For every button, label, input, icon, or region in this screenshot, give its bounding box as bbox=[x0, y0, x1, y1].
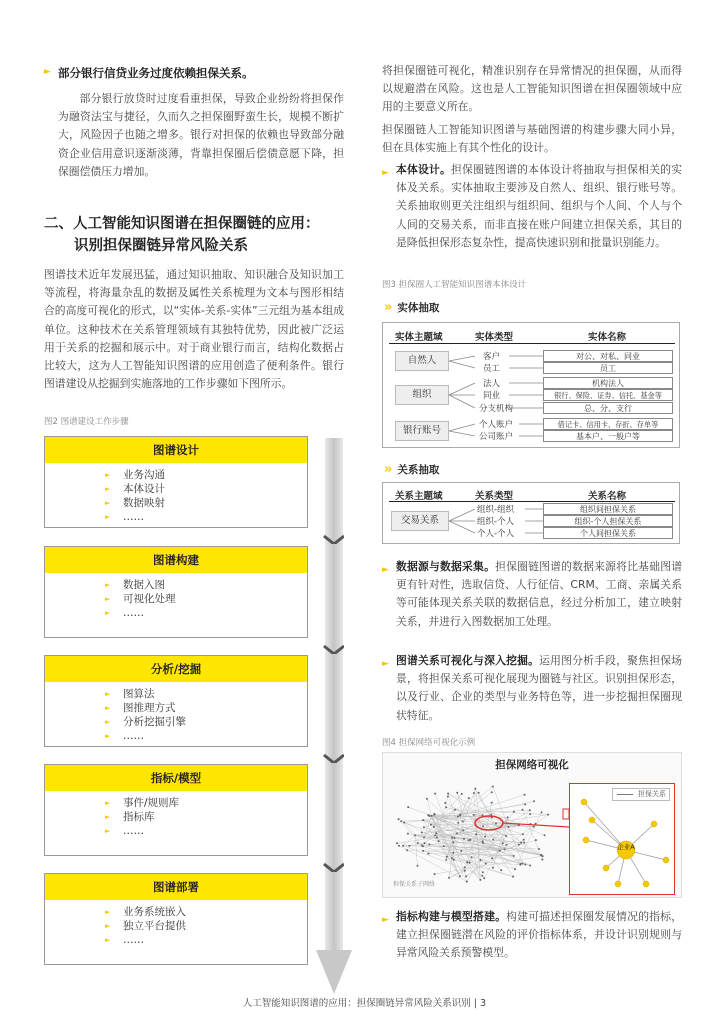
relation-header-name: 关系名称 bbox=[588, 491, 627, 502]
workflow-item-text: 本体设计 bbox=[123, 483, 165, 495]
bullet-lead: 图谱关系可视化与深入挖掘。 bbox=[396, 654, 540, 667]
triangle-bullet-icon: ► bbox=[105, 690, 111, 698]
workflow-step-title: 图谱部署 bbox=[45, 874, 307, 900]
workflow-step-title: 指标/模型 bbox=[45, 765, 307, 791]
entity-name: 总、分、支行 bbox=[543, 402, 673, 414]
workflow-step-item bbox=[105, 510, 307, 524]
chevron-down-icon bbox=[322, 753, 344, 763]
entity-domain-organization: 组织 bbox=[395, 385, 449, 405]
bullet-ontology-design bbox=[382, 161, 682, 252]
entity-type: 员工 bbox=[483, 364, 501, 374]
triangle-bullet-icon: ► bbox=[105, 732, 111, 740]
workflow-item-text: 指标库 bbox=[123, 811, 155, 823]
bullet-title: 部分银行信贷业务过度依赖担保关系。 bbox=[58, 66, 254, 80]
fig2-caption: 图2 图谱建设工作步骤 bbox=[44, 417, 129, 427]
workflow-step-title: 图谱设计 bbox=[45, 437, 307, 463]
entity-type: 法人 bbox=[483, 379, 501, 389]
relation-header-type: 关系类型 bbox=[475, 491, 514, 502]
triangle-bullet-icon: ► bbox=[105, 513, 111, 521]
bullet-text: 运用图分析手段，聚焦担保场景，将担保关系可视化展现为圈链与社区。识别担保形态，以及行业、企业的类型与业务特色等，进一步挖掘担保圈现状特征。 bbox=[396, 654, 683, 722]
bullet-indicator-model bbox=[382, 908, 682, 963]
network-visualization bbox=[382, 752, 682, 898]
workflow-step-item bbox=[105, 905, 307, 919]
workflow-step-item bbox=[105, 701, 307, 715]
workflow-item-text: 分析挖掘引擎 bbox=[123, 716, 186, 728]
entity-domain-bank-account: 银行账号 bbox=[395, 421, 449, 441]
workflow-step-items bbox=[45, 463, 307, 528]
entity-type: 分支机构 bbox=[479, 404, 514, 414]
bullet-visualization bbox=[382, 652, 682, 725]
workflow-step-item bbox=[105, 496, 307, 510]
triangle-bullet-icon: ► bbox=[105, 827, 111, 835]
network-center-label: 企业A bbox=[617, 843, 635, 851]
entity-extraction-diagram bbox=[382, 322, 680, 448]
workflow-item-text: 业务系统嵌入 bbox=[123, 906, 186, 918]
bullet-paragraph: 部分银行放贷时过度看重担保，导致企业纷纷将担保作为融资法宝与捷径，久而久之担保圈野蛮生长，规模不断扩大，风险因子也随之增多。银行对担保的依赖也导致部分融资企业信用意识逐渐淡薄，背靠担保圈后偿债意愿下降，担保圈偿债压力增加。 bbox=[58, 92, 344, 178]
section-heading-line1: 二、人工智能知识图谱在担保圈链的应用： bbox=[44, 216, 320, 232]
fig4-caption: 图4 担保网络可视化示例 bbox=[382, 738, 476, 748]
entity-name: 借记卡、信用卡、存折、存单等 bbox=[543, 418, 673, 430]
triangle-bullet-icon: ► bbox=[105, 799, 111, 807]
triangle-bullet-icon: ► bbox=[105, 908, 111, 916]
triangle-bullet-icon: ► bbox=[105, 595, 111, 603]
network-subgraph bbox=[570, 784, 676, 896]
entity-header-type: 实体类型 bbox=[475, 332, 514, 343]
workflow-step-title: 分析/挖掘 bbox=[45, 656, 307, 682]
workflow-step-item bbox=[105, 578, 307, 592]
workflow-item-text: 数据映射 bbox=[123, 497, 165, 509]
workflow-diagram bbox=[44, 436, 354, 996]
workflow-step-item bbox=[105, 729, 307, 743]
entity-extraction-heading bbox=[384, 296, 439, 315]
section-heading-line2: 识别担保圈链异常风险关系 bbox=[74, 238, 248, 254]
entity-name: 机构法人 bbox=[543, 377, 673, 389]
workflow-item-text: …… bbox=[123, 934, 144, 946]
entity-type: 同业 bbox=[483, 391, 501, 401]
bullet-data-source bbox=[382, 558, 682, 631]
triangle-bullet-icon: ► bbox=[105, 704, 111, 712]
workflow-item-text: …… bbox=[123, 607, 144, 619]
workflow-step-items bbox=[45, 573, 307, 624]
workflow-step bbox=[44, 873, 308, 965]
workflow-step bbox=[44, 436, 308, 528]
workflow-step-item bbox=[105, 796, 307, 810]
network-corner-note: 担保关系子网络 bbox=[393, 881, 436, 888]
triangle-bullet-icon: ► bbox=[105, 936, 111, 944]
entity-name: 银行、保险、证券、信托、基金等 bbox=[543, 389, 673, 401]
triangle-bullet-icon: ► bbox=[382, 659, 389, 669]
workflow-item-text: …… bbox=[123, 825, 144, 837]
workflow-step-item bbox=[105, 715, 307, 729]
workflow-item-text: …… bbox=[123, 730, 144, 742]
workflow-step-item bbox=[105, 687, 307, 701]
network-zoom-panel bbox=[569, 783, 675, 895]
workflow-step bbox=[44, 764, 308, 856]
relation-extraction-label: 关系抽取 bbox=[397, 464, 440, 476]
entity-name: 员工 bbox=[543, 362, 673, 374]
relation-type: 组织-个人 bbox=[477, 517, 515, 527]
workflow-step-item bbox=[105, 810, 307, 824]
workflow-item-text: 数据入图 bbox=[123, 579, 165, 591]
bullet-lead: 本体设计。 bbox=[396, 163, 452, 176]
triangle-bullet-icon: ► bbox=[105, 485, 111, 493]
workflow-item-text: 图推理方式 bbox=[123, 702, 176, 714]
intro-paragraph-2: 担保圈链人工智能知识图谱与基础图谱的构建步骤大同小异，但在具体实施上有其个性化的设计。 bbox=[382, 123, 682, 155]
triangle-bullet-icon: ► bbox=[105, 609, 111, 617]
workflow-step-item bbox=[105, 468, 307, 482]
chevron-down-icon bbox=[322, 862, 344, 872]
workflow-item-text: …… bbox=[123, 511, 144, 523]
chevron-down-icon bbox=[322, 534, 344, 544]
section-heading bbox=[44, 213, 344, 257]
workflow-item-text: 业务沟通 bbox=[123, 469, 165, 481]
page-footer: 人工智能知识图谱的应用：担保圈链异常风险关系识别 | 3 bbox=[242, 998, 486, 1009]
triangle-bullet-icon: ► bbox=[382, 565, 389, 575]
entity-name: 对公、对私、同业 bbox=[543, 350, 673, 362]
entity-type: 客户 bbox=[483, 352, 501, 362]
bullet-text: 担保圈链图谱的本体设计将抽取与担保相关的实体及关系。实体抽取主要涉及自然人、组织、银行账号等。关系抽取则更关注组织与组织间、组织与个人间、个人与个人间的交易关系，而非直接在账户间建立担保关系，其目的是降低担保形态复杂性，提高快速识别和批量识别能力。 bbox=[396, 163, 683, 249]
relation-extraction-diagram bbox=[382, 482, 680, 544]
workflow-item-text: 事件/规则库 bbox=[123, 797, 180, 809]
workflow-step-item bbox=[105, 933, 307, 947]
chevron-down-icon bbox=[322, 644, 344, 654]
entity-domain-person: 自然人 bbox=[395, 351, 449, 371]
relation-name: 组织间担保关系 bbox=[543, 503, 673, 515]
workflow-item-text: 图算法 bbox=[123, 688, 155, 700]
relation-domain-transaction: 交易关系 bbox=[391, 511, 449, 531]
triangle-bullet-icon: ► bbox=[105, 813, 111, 821]
triangle-bullet-icon: ► bbox=[44, 67, 51, 77]
triangle-bullet-icon: ► bbox=[382, 168, 389, 178]
double-chevron-icon: » bbox=[384, 300, 390, 315]
section-paragraph: 图谱技术近年发展迅猛，通过知识抽取、知识融合及知识加工等流程，将海量杂乱的数据及属性关系梳理为文本与图形相结合的高度可视化的形式，以“实体-关系-实体”三元组为基本组成单位。这种技术在关系管理领域有其独特优势，因此被广泛运用于关系的挖掘和展示中。对于商业银行而言，结构化数据占比较大，这为人工智能知识图谱的应用创造了便利条件。银行图谱建设从挖掘到实施落地的工作步骤如下图所示。 bbox=[44, 268, 344, 391]
workflow-step-item bbox=[105, 482, 307, 496]
bullet-lead: 指标构建与模型搭建。 bbox=[396, 910, 507, 923]
entity-type: 个人账户 bbox=[479, 420, 514, 430]
relation-extraction-heading bbox=[384, 458, 439, 477]
bullet-lead: 数据源与数据采集。 bbox=[396, 560, 496, 573]
triangle-bullet-icon: ► bbox=[105, 581, 111, 589]
workflow-step-title: 图谱构建 bbox=[45, 547, 307, 573]
network-title: 担保网络可视化 bbox=[495, 759, 569, 771]
workflow-long-arrow bbox=[316, 438, 352, 994]
entity-header-name: 实体名称 bbox=[588, 332, 627, 343]
workflow-item-text: 独立平台提供 bbox=[123, 920, 186, 932]
workflow-step-items bbox=[45, 682, 307, 747]
entity-extraction-label: 实体抽取 bbox=[397, 302, 440, 314]
relation-type: 个人-个人 bbox=[477, 529, 515, 539]
workflow-step bbox=[44, 546, 308, 638]
triangle-bullet-icon: ► bbox=[105, 922, 111, 930]
bullet-text: 担保圈链图谱的数据来源将比基础图谱更有针对性，选取信贷、人行征信、CRM、工商、亲属关系等可能体现关系关联的数据信息，经过分析加工，建立映射关系，并进行入图数据加工处理。 bbox=[396, 560, 683, 628]
double-chevron-icon: » bbox=[384, 462, 390, 477]
relation-header-domain: 关系主题域 bbox=[395, 491, 443, 502]
workflow-step-items bbox=[45, 791, 307, 842]
triangle-bullet-icon: ► bbox=[105, 718, 111, 726]
relation-type: 组织-组织 bbox=[477, 505, 515, 515]
workflow-step-item bbox=[105, 606, 307, 620]
workflow-step-item bbox=[105, 919, 307, 933]
relation-name: 个人间担保关系 bbox=[543, 527, 673, 539]
entity-name: 基本户、一般户等 bbox=[543, 430, 673, 442]
bullet-over-reliance bbox=[44, 64, 344, 82]
entity-header-domain: 实体主题域 bbox=[395, 332, 443, 343]
triangle-bullet-icon: ► bbox=[105, 471, 111, 479]
relation-name: 组织-个人担保关系 bbox=[543, 515, 673, 527]
entity-type: 公司账户 bbox=[479, 432, 514, 442]
workflow-step-items bbox=[45, 900, 307, 951]
workflow-item-text: 可视化处理 bbox=[123, 593, 176, 605]
triangle-bullet-icon: ► bbox=[382, 915, 389, 925]
workflow-step-item bbox=[105, 824, 307, 838]
workflow-step-item bbox=[105, 592, 307, 606]
network-legend-label: 担保关系 bbox=[638, 790, 666, 798]
workflow-step bbox=[44, 655, 308, 747]
fig3-caption: 图3 担保圈人工智能知识图谱本体设计 bbox=[382, 280, 527, 290]
intro-paragraph: 将担保圈链可视化，精准识别存在异常情况的担保圈，从而得以规避潜在风险。这也是人工智能知识图谱在担保圈领域中应用的主要意义所在。 bbox=[382, 64, 682, 114]
bullet-text: 构建可描述担保圈发展情况的指标，建立担保圈链潜在风险的评价指标体系，并设计识别规则与异常风险关系预警模型。 bbox=[396, 910, 683, 960]
triangle-bullet-icon: ► bbox=[105, 499, 111, 507]
